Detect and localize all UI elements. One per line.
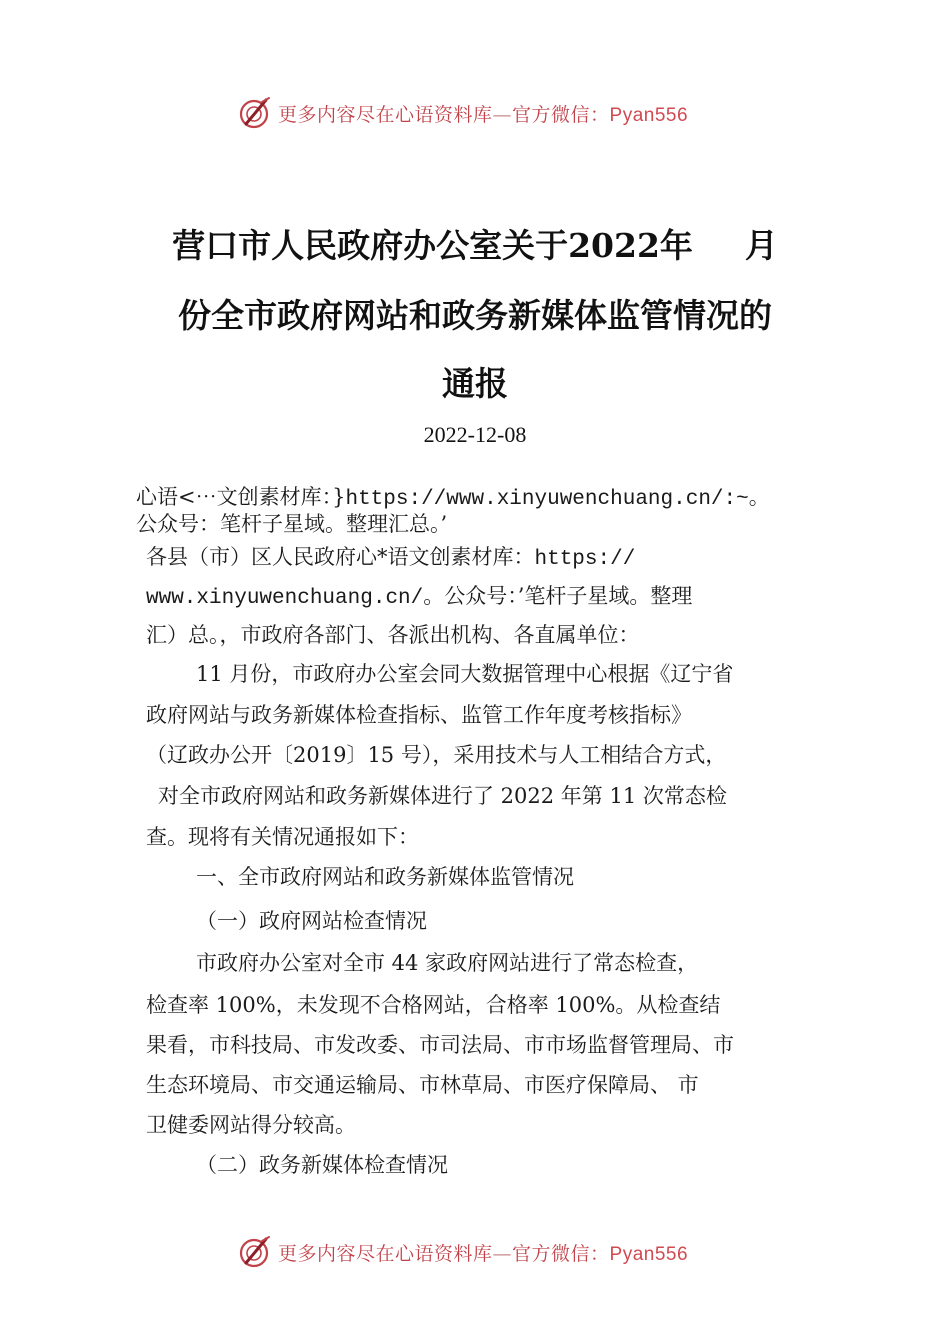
- paragraph-line: 11 月份，市政府办公室会同大数据管理中心根据《辽宁省: [196, 662, 734, 686]
- document-title-line2: 份全市政府网站和政务新媒体监管情况的: [178, 296, 772, 335]
- body-line: 汇）总。，市政府各部门、各派出机构、各直属单位：: [146, 623, 640, 647]
- banner-text: 更多内容尽在心语资料库—官方微信：Pyan556: [278, 103, 689, 126]
- subsection-heading: （二）政务新媒体检查情况: [196, 1153, 448, 1177]
- document-title-line3: 通报: [442, 364, 508, 403]
- paragraph-line: （辽政办公开〔2019〕15 号），采用技术与人工相结合方式，: [146, 743, 727, 767]
- section-heading: 一、全市政府网站和政务新媒体监管情况: [196, 865, 574, 889]
- publish-date: 2022-12-08: [423, 422, 527, 447]
- top-banner: [0, 93, 950, 133]
- paragraph-line: 市政府办公室对全市 44 家政府网站进行了常态检查，: [196, 951, 699, 975]
- subsection-heading: （一）政府网站检查情况: [196, 909, 427, 933]
- body-line: www.xinyuwenchuang.cn/。公众号：’笔杆子星域。整理: [146, 584, 693, 610]
- paragraph-line: 查。现将有关情况通报如下：: [146, 825, 419, 849]
- paragraph-line: 对全市政府网站和政务新媒体进行了 2022 年第 11 次常态检: [158, 784, 727, 808]
- paragraph-line: 卫健委网站得分较高。: [146, 1113, 356, 1137]
- body-line: 心语<⋯文创素材库：}https://www.xinyuwenchuang.cn/:~。: [136, 485, 770, 511]
- paragraph-line: 果看，市科技局、市发改委、市司法局、市市场监督管理局、市: [146, 1033, 734, 1057]
- body-line: 公众号：笔杆子星域。整理汇总。’: [136, 512, 448, 536]
- paragraph-line: 生态环境局、市交通运输局、市林草局、市医疗保障局、 市: [146, 1073, 699, 1097]
- logo-icon: [238, 96, 272, 130]
- banner-text: 更多内容尽在心语资料库—官方微信：Pyan556: [278, 1242, 689, 1265]
- document-title: 营口市人民政府办公室关于2022年 月: [172, 226, 778, 265]
- body-line: 各县（市）区人民政府心*语文创素材库：https://: [146, 545, 636, 571]
- bottom-banner: [0, 1232, 950, 1272]
- paragraph-line: 政府网站与政务新媒体检查指标、监管工作年度考核指标》: [146, 703, 692, 727]
- paragraph-line: 检查率 100%，未发现不合格网站，合格率 100%。从检查结: [146, 993, 721, 1017]
- logo-icon: [238, 1235, 272, 1269]
